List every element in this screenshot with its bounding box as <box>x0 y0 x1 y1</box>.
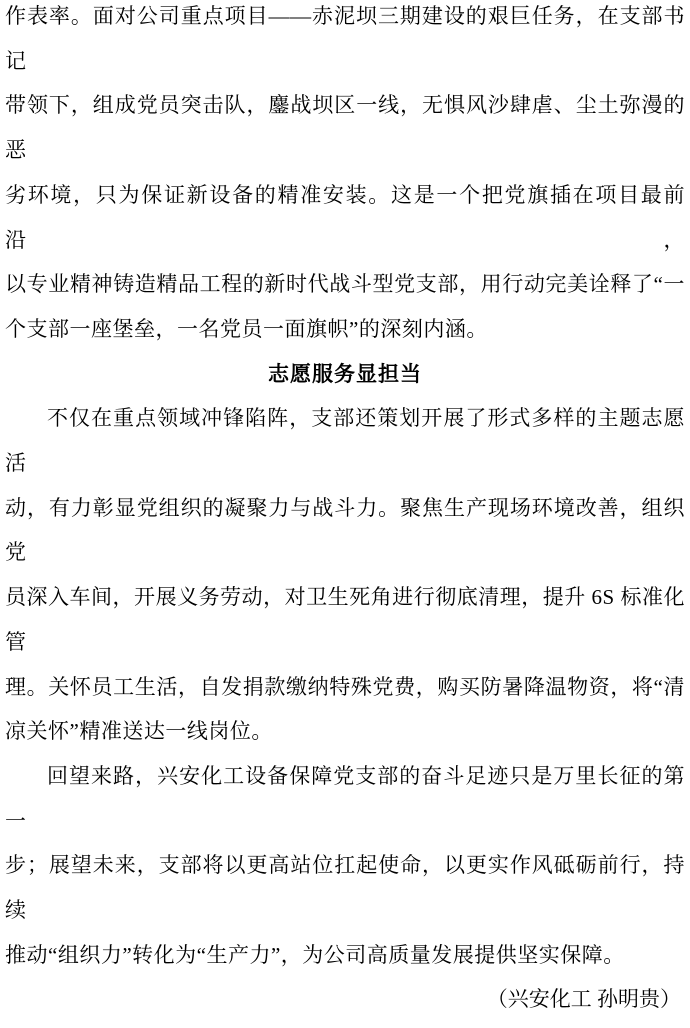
paragraph-volunteer-line-1: 不仅在重点领域冲锋陷阵，支部还策划开展了形式多样的主题志愿活 <box>5 406 685 476</box>
paragraph-project-line-3: 劣环境，只为保证新设备的精准安装。这是一个把党旗插在项目最前沿， <box>5 182 685 252</box>
paragraph-volunteer-line-3: 员深入车间，开展义务劳动，对卫生死角进行彻底清理，提升 6S 标准化管 <box>5 585 685 654</box>
paragraph-project-line-5: 个支部一座堡垒，一名党员一面旗帜”的深刻内涵。 <box>5 316 488 341</box>
section-heading: 志愿服务显担当 <box>268 361 422 386</box>
paragraph-volunteer-line-5: 凉关怀”精准送达一线岗位。 <box>5 719 273 744</box>
paragraph-closing-line-2: 步；展望未来，支部将以更高站位扛起使命，以更实作风砥砺前行，持续 <box>5 853 685 923</box>
document-content <box>5 0 685 1022</box>
paragraph-closing-line-1: 回望来路，兴安化工设备保障党支部的奋斗足迹只是万里长征的第一 <box>5 763 685 833</box>
paragraph-volunteer-line-4: 理。关怀员工生活，自发捐款缴纳特殊党费，购买防暑降温物资，将“清 <box>5 674 685 699</box>
paragraph-project-line-2: 带领下，组成党员突击队，鏖战坝区一线，无惧风沙肆虐、尘土弥漫的恶 <box>5 93 685 163</box>
paragraph-project-line-4: 以专业精神铸造精品工程的新时代战斗型党支部，用行动完美诠释了“一 <box>5 272 685 297</box>
author-attribution: （兴安化工 孙明贵） <box>486 987 681 1012</box>
paragraph-closing-line-3: 推动“组织力”转化为“生产力”，为公司高质量发展提供坚实保障。 <box>5 942 625 967</box>
paragraph-volunteer-line-2: 动，有力彰显党组织的凝聚力与战斗力。聚焦生产现场环境改善，组织党 <box>5 495 685 565</box>
paragraph-project-line-1: 作表率。面对公司重点项目——赤泥坝三期建设的艰巨任务，在支部书记 <box>5 4 685 73</box>
